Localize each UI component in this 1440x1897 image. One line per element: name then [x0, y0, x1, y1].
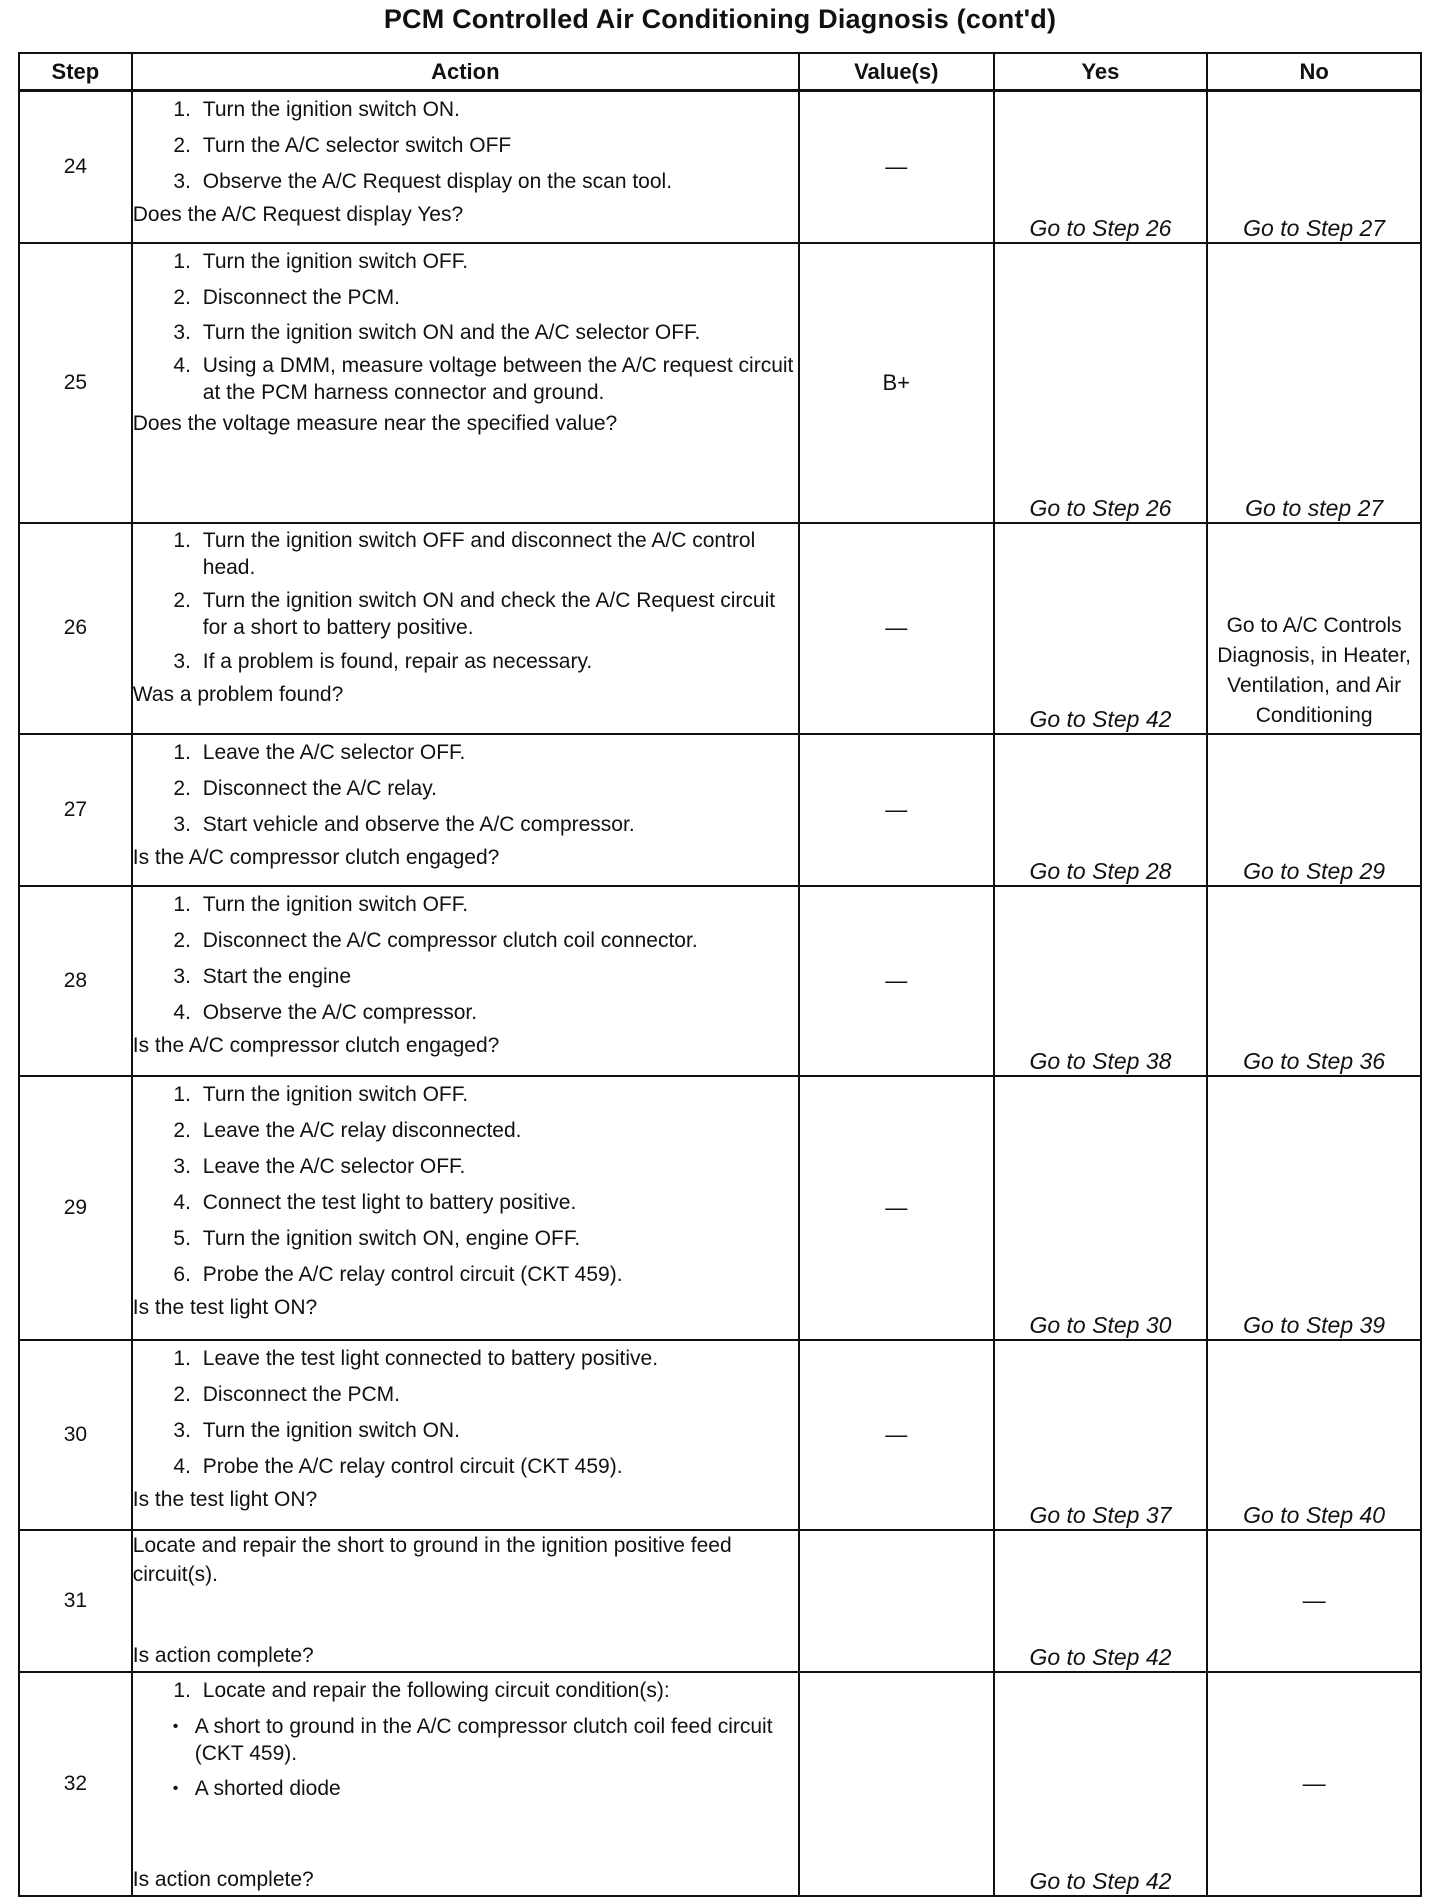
yes-result: Go to Step 28 [994, 734, 1208, 886]
condition-item: • A short to ground in the A/C compressor clutch coil feed circuit (CKT 459). [173, 1709, 798, 1771]
action-item: 1. Leave the A/C selector OFF. [197, 735, 798, 771]
header-yes: Yes [994, 53, 1208, 91]
action-content [133, 1531, 798, 1671]
table-row [19, 734, 1421, 886]
action-cell [132, 523, 799, 734]
action-item: 1. Turn the ignition switch OFF. [197, 1077, 798, 1113]
action-question: Is action complete? [132, 1643, 314, 1667]
action-item: 3. Leave the A/C selector OFF. [197, 1149, 798, 1185]
header-action: Action [132, 53, 799, 91]
action-cell [132, 1672, 799, 1896]
header-step: Step [19, 53, 132, 91]
action-item: 2. Turn the A/C selector switch OFF [197, 128, 798, 164]
action-steps [133, 735, 798, 843]
action-question: Was a problem found? [132, 682, 344, 706]
action-question: Does the A/C Request display Yes? [132, 203, 464, 226]
step-number: 28 [19, 886, 132, 1076]
table-row [19, 243, 1421, 523]
action-item: 2. Disconnect the A/C compressor clutch coil connector. [197, 923, 798, 959]
step-number: 24 [19, 91, 132, 243]
action-question: Is the A/C compressor clutch engaged? [132, 1033, 500, 1057]
action-item: 4. Using a DMM, measure voltage between the A/C request circuit at the PCM harness connector and ground. [197, 349, 798, 409]
action-question: Does the voltage measure near the specified value? [132, 411, 618, 435]
no-result: Go to Step 27 [1207, 91, 1421, 243]
no-result: Go to A/C Controls Diagnosis, in Heater, Ventilation, and Air Conditioning [1207, 523, 1421, 734]
no-result: — [1207, 1672, 1421, 1896]
yes-result: Go to Step 26 [994, 243, 1208, 523]
value-cell [799, 1530, 994, 1672]
action-item: 1. Turn the ignition switch OFF and disconnect the A/C control head. [197, 524, 798, 584]
condition-item: • A shorted diode [173, 1771, 798, 1806]
value-cell [799, 1672, 994, 1896]
table-row [19, 886, 1421, 1076]
no-result: — [1207, 1530, 1421, 1672]
action-item: 4. Observe the A/C compressor. [197, 995, 798, 1031]
action-list-block [133, 1673, 798, 1806]
action-item: 3. Start vehicle and observe the A/C compressor. [197, 807, 798, 843]
action-item: 4. Connect the test light to battery positive. [197, 1185, 798, 1221]
yes-result: Go to Step 37 [994, 1340, 1208, 1530]
action-item: 1. Locate and repair the following circuit condition(s): [197, 1673, 798, 1709]
table-row [19, 1530, 1421, 1672]
yes-result: Go to Step 42 [994, 523, 1208, 734]
diagnosis-table [18, 52, 1422, 1897]
action-item: 1. Turn the ignition switch ON. [197, 92, 798, 128]
step-number: 25 [19, 243, 132, 523]
header-values: Value(s) [799, 53, 994, 91]
yes-result: Go to Step 42 [994, 1530, 1208, 1672]
table-row [19, 523, 1421, 734]
action-item: 3. Start the engine [197, 959, 798, 995]
action-item: 2. Leave the A/C relay disconnected. [197, 1113, 798, 1149]
action-item: 2. Turn the ignition switch ON and check the A/C Request circuit for a short to battery positive. [197, 584, 798, 644]
yes-result: Go to Step 38 [994, 886, 1208, 1076]
yes-result: Go to Step 42 [994, 1672, 1208, 1896]
table-row [19, 1672, 1421, 1896]
action-steps [133, 92, 798, 200]
step-number: 32 [19, 1672, 132, 1896]
value-cell: B+ [799, 243, 994, 523]
value-cell: — [799, 734, 994, 886]
value-cell: — [799, 1076, 994, 1340]
action-cell [132, 243, 799, 523]
action-question: Is the test light ON? [132, 1295, 318, 1319]
condition-list [133, 1709, 798, 1806]
action-steps [133, 1077, 798, 1293]
action-question: Is the A/C compressor clutch engaged? [132, 845, 500, 869]
action-cell [132, 1340, 799, 1530]
yes-result: Go to Step 26 [994, 91, 1208, 243]
action-cell [132, 1530, 799, 1672]
action-item: 2. Disconnect the PCM. [197, 280, 798, 316]
table-row [19, 91, 1421, 243]
action-item: 2. Disconnect the PCM. [197, 1377, 798, 1413]
table-header-row [19, 53, 1421, 91]
action-cell [132, 91, 799, 243]
action-item: 1. Turn the ignition switch OFF. [197, 244, 798, 280]
action-cell [132, 886, 799, 1076]
action-steps [133, 244, 798, 409]
step-number: 30 [19, 1340, 132, 1530]
action-item: 6. Probe the A/C relay control circuit (CKT 459). [197, 1257, 798, 1293]
action-steps [133, 1673, 798, 1709]
action-item: 3. If a problem is found, repair as necessary. [197, 644, 798, 680]
value-cell: — [799, 91, 994, 243]
action-item: 2. Disconnect the A/C relay. [197, 771, 798, 807]
action-item: 3. Turn the ignition switch ON and the A/C selector OFF. [197, 316, 798, 349]
action-steps [133, 887, 798, 1031]
step-number: 26 [19, 523, 132, 734]
action-question: Is action complete? [132, 1867, 314, 1891]
value-cell: — [799, 886, 994, 1076]
header-no: No [1207, 53, 1421, 91]
action-cell [132, 1076, 799, 1340]
action-content [133, 1673, 798, 1895]
document-title: PCM Controlled Air Conditioning Diagnosis (cont'd) [383, 4, 1057, 34]
action-steps [133, 1341, 798, 1485]
step-number: 27 [19, 734, 132, 886]
no-result: Go to Step 36 [1207, 886, 1421, 1076]
no-result: Go to Step 29 [1207, 734, 1421, 886]
action-item: 5. Turn the ignition switch ON, engine OFF. [197, 1221, 798, 1257]
table-row [19, 1340, 1421, 1530]
no-result: Go to Step 39 [1207, 1076, 1421, 1340]
action-item: 3. Observe the A/C Request display on the scan tool. [197, 164, 798, 200]
action-item: 1. Turn the ignition switch OFF. [197, 887, 798, 923]
no-result: Go to step 27 [1207, 243, 1421, 523]
action-steps [133, 524, 798, 680]
value-cell: — [799, 523, 994, 734]
action-paragraph: Locate and repair the short to ground in the ignition positive feed circuit(s). [132, 1533, 732, 1586]
value-cell: — [799, 1340, 994, 1530]
no-result: Go to Step 40 [1207, 1340, 1421, 1530]
step-number: 29 [19, 1076, 132, 1340]
action-question: Is the test light ON? [132, 1487, 318, 1511]
step-number: 31 [19, 1530, 132, 1672]
yes-result: Go to Step 30 [994, 1076, 1208, 1340]
action-cell [132, 734, 799, 886]
action-item: 4. Probe the A/C relay control circuit (CKT 459). [197, 1449, 798, 1485]
action-item: 1. Leave the test light connected to battery positive. [197, 1341, 798, 1377]
action-item: 3. Turn the ignition switch ON. [197, 1413, 798, 1449]
table-row [19, 1076, 1421, 1340]
